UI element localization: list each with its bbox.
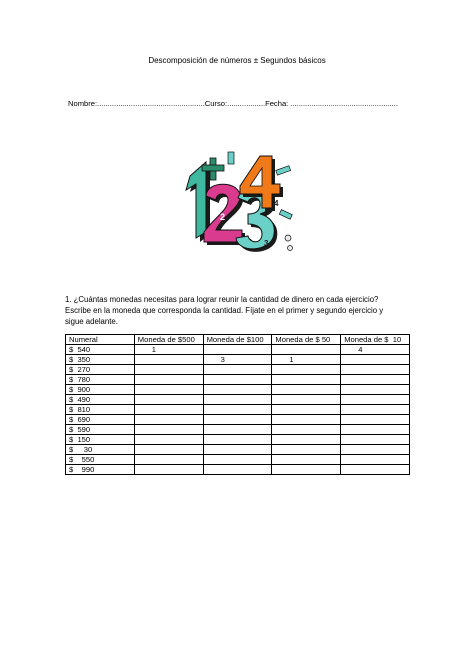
coin-500-cell[interactable] [134,375,203,385]
digit-four-text: 4 [274,199,279,208]
coin-50-cell[interactable] [272,395,341,405]
coin-500-cell[interactable] [134,385,203,395]
coin-100-cell[interactable] [203,465,272,475]
numeral-cell: $ 270 [66,365,135,375]
coin-100-cell[interactable] [203,455,272,465]
coin-10-cell[interactable] [341,385,410,395]
coin-100-cell[interactable] [203,405,272,415]
coin-10-cell[interactable]: 4 [341,345,410,355]
numeral-cell: $ 810 [66,405,135,415]
coin-50-cell[interactable] [272,385,341,395]
name-field[interactable]: Nombre:................................................... [68,99,205,108]
coin-500-cell[interactable] [134,465,203,475]
coin-100-cell[interactable] [203,385,272,395]
coin-500-cell[interactable] [134,415,203,425]
numeral-cell: $ 30 [66,445,135,455]
digit-three-text: 3 [264,239,269,248]
table-row [66,415,410,425]
table-row [66,445,410,455]
table-header-row [66,335,410,345]
table-row [66,365,410,375]
numbers-clipart [176,150,302,262]
header-coin-100: Moneda de $100 [203,335,272,345]
coin-50-cell[interactable] [272,345,341,355]
coin-100-cell[interactable] [203,425,272,435]
coin-50-cell[interactable] [272,425,341,435]
numeral-cell: $ 540 [66,345,135,355]
numeral-cell: $ 690 [66,415,135,425]
table-row [66,455,410,465]
coin-500-cell[interactable] [134,425,203,435]
coin-50-cell[interactable] [272,445,341,455]
numeral-cell: $ 590 [66,425,135,435]
coin-10-cell[interactable] [341,395,410,405]
coin-100-cell[interactable]: 3 [203,355,272,365]
coin-10-cell[interactable] [341,365,410,375]
coin-100-cell[interactable] [203,345,272,355]
question-line-3: sigue adelante. [65,317,118,326]
coin-10-cell[interactable] [341,465,410,475]
coin-50-cell[interactable] [272,415,341,425]
course-field[interactable]: Curso:.................. [204,99,266,108]
numeral-cell: $ 350 [66,355,135,365]
coin-500-cell[interactable] [134,455,203,465]
question-line-1: 1. ¿Cuántas monedas necesitas para lograr reunir la cantidad de dinero en cada ejercicio? [65,295,379,304]
coin-100-cell[interactable] [203,415,272,425]
student-info-line [68,99,398,108]
coin-500-cell[interactable] [134,395,203,405]
coin-10-cell[interactable] [341,415,410,425]
coin-500-cell[interactable] [134,355,203,365]
coin-10-cell[interactable] [341,425,410,435]
coin-500-cell[interactable]: 1 [134,345,203,355]
coin-10-cell[interactable] [341,355,410,365]
coin-500-cell[interactable] [134,435,203,445]
coin-100-cell[interactable] [203,445,272,455]
question-line-2: Escribe en la moneda que corresponda la cantidad. Fíjate en el primer y segundo ejercicio y [65,306,384,315]
header-numeral: Numeral [66,335,135,345]
date-field[interactable]: Fecha: ................................................... [265,99,398,108]
coin-10-cell[interactable] [341,405,410,415]
coin-100-cell[interactable] [203,365,272,375]
table-row [66,355,410,365]
digit-two-art [204,184,245,245]
question-text [65,294,410,327]
coin-50-cell[interactable] [272,375,341,385]
coin-50-cell[interactable] [272,455,341,465]
header-coin-500: Moneda de $500 [134,335,203,345]
coin-10-cell[interactable] [341,445,410,455]
table-row [66,425,410,435]
table-row [66,385,410,395]
numeral-cell: $ 490 [66,395,135,405]
table-row [66,375,410,385]
coin-500-cell[interactable] [134,445,203,455]
coin-50-cell[interactable] [272,465,341,475]
table-row [66,345,410,355]
numeral-cell: $ 150 [66,435,135,445]
header-coin-50: Moneda de $ 50 [272,335,341,345]
coin-100-cell[interactable] [203,375,272,385]
coin-50-cell[interactable] [272,405,341,415]
digit-two-text: 2 [220,212,226,222]
page-title: Descomposición de números ± Segundos básicos [148,56,326,65]
numeral-cell: $ 780 [66,375,135,385]
table-row [66,395,410,405]
coin-50-cell[interactable]: 1 [272,355,341,365]
numeral-cell: $ 550 [66,455,135,465]
coin-500-cell[interactable] [134,405,203,415]
coin-10-cell[interactable] [341,375,410,385]
digit-one-text: 1 [189,212,195,223]
coin-100-cell[interactable] [203,395,272,405]
table-row [66,465,410,475]
coin-table [65,334,410,475]
coin-50-cell[interactable] [272,435,341,445]
coin-100-cell[interactable] [203,435,272,445]
table-row [66,435,410,445]
table-row [66,405,410,415]
numeral-cell: $ 990 [66,465,135,475]
coin-50-cell[interactable] [272,365,341,375]
coin-500-cell[interactable] [134,365,203,375]
coin-10-cell[interactable] [341,455,410,465]
numeral-cell: $ 900 [66,385,135,395]
header-coin-10: Moneda de $ 10 [341,335,410,345]
coin-10-cell[interactable] [341,435,410,445]
